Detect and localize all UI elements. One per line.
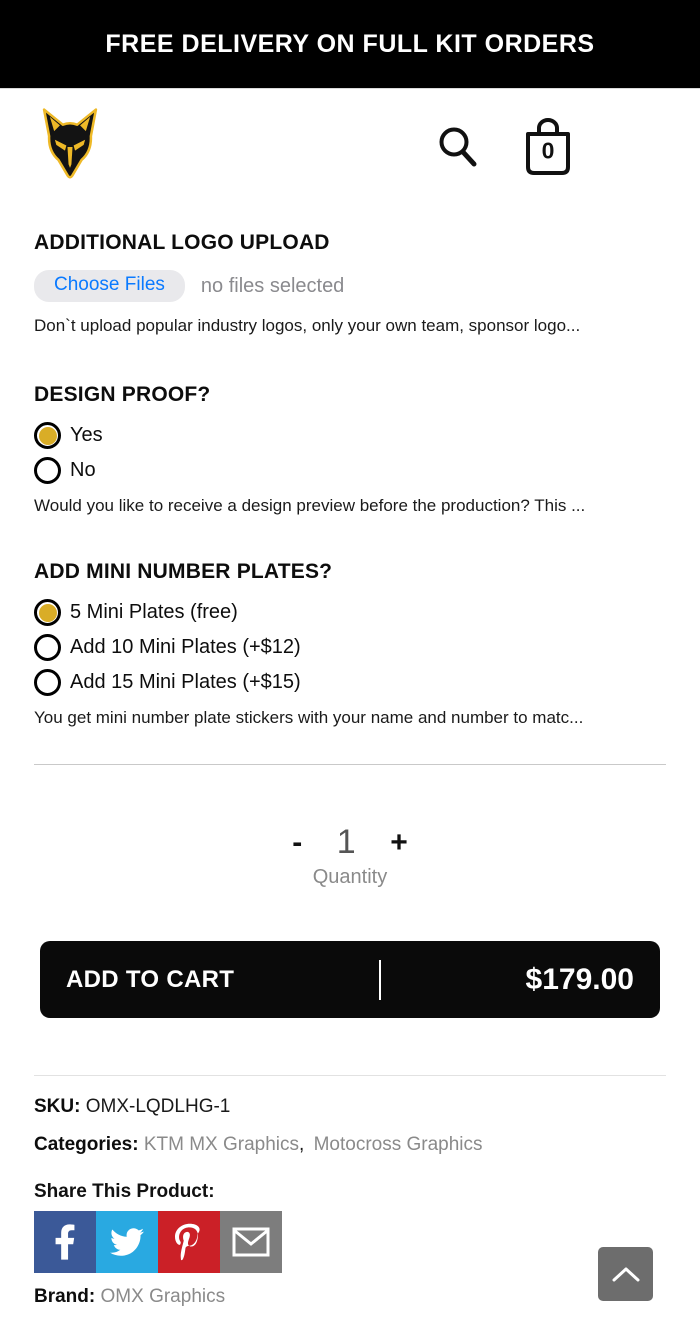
mini-plates-option-10[interactable]: Add 10 Mini Plates (+$12): [34, 634, 666, 661]
share-pinterest-button[interactable]: [158, 1211, 220, 1273]
quantity-stepper: [292, 823, 408, 862]
brand-link[interactable]: OMX Graphics: [100, 1286, 226, 1307]
quantity-block: [34, 823, 666, 889]
brand-row: [34, 1286, 666, 1308]
meta-divider: [34, 1075, 666, 1076]
menu-button[interactable]: [618, 131, 666, 164]
search-button[interactable]: [438, 126, 478, 168]
facebook-icon: [54, 1222, 76, 1262]
quantity-increase-button[interactable]: +: [390, 825, 408, 859]
category-link-motocross[interactable]: Motocross Graphics: [313, 1134, 483, 1155]
mini-plates-option-15[interactable]: Add 15 Mini Plates (+$15): [34, 669, 666, 696]
file-upload-status: no files selected: [200, 274, 345, 297]
choose-files-button[interactable]: Choose Files: [34, 270, 185, 302]
radio-15-plates[interactable]: [34, 669, 61, 696]
categories-label: Categories:: [34, 1134, 139, 1155]
sku-row: [34, 1096, 666, 1118]
cart-bag-icon: [522, 117, 574, 177]
section-divider: [34, 764, 666, 765]
header-actions: [438, 117, 666, 177]
logo-upload-help: Don`t upload popular industry logos, only your own team, sponsor logo...: [34, 316, 581, 335]
product-price: $179.00: [525, 962, 634, 996]
add-to-cart-label: ADD TO CART: [66, 965, 235, 993]
brand-label: Brand:: [34, 1286, 96, 1307]
file-upload-row: [34, 270, 666, 302]
quantity-value[interactable]: 1: [336, 823, 356, 861]
quantity-decrease-button[interactable]: -: [292, 825, 303, 859]
radio-no[interactable]: [34, 457, 61, 484]
add-to-cart-button[interactable]: [40, 941, 660, 1018]
chevron-up-icon: [611, 1265, 641, 1283]
mini-plates-option-5[interactable]: 5 Mini Plates (free): [34, 599, 666, 626]
search-icon: [438, 126, 478, 168]
category-separator: ,: [299, 1134, 305, 1155]
email-icon: [232, 1227, 270, 1257]
radio-yes[interactable]: [34, 422, 61, 449]
site-header: [0, 89, 700, 205]
design-proof-help: Would you like to receive a design preview before the production? This ...: [34, 496, 586, 515]
category-link-ktm[interactable]: KTM MX Graphics: [143, 1134, 300, 1155]
quantity-label: Quantity: [312, 866, 388, 888]
mini-plates-heading: ADD MINI NUMBER PLATES?: [34, 560, 333, 583]
design-proof-heading: DESIGN PROOF?: [34, 383, 211, 406]
categories-row: [34, 1134, 666, 1156]
sku-value: OMX-LQDLHG-1: [85, 1096, 231, 1117]
promo-banner-text: FREE DELIVERY ON FULL KIT ORDERS: [105, 29, 595, 58]
logo-upload-heading: ADDITIONAL LOGO UPLOAD: [34, 231, 330, 254]
radio-10-plates[interactable]: [34, 634, 61, 661]
button-separator: [379, 960, 381, 1000]
product-meta: [34, 1096, 666, 1308]
cart-count-badge: 0: [541, 137, 555, 164]
product-options: [0, 205, 700, 1308]
design-proof-option-yes[interactable]: Yes: [34, 422, 666, 449]
radio-5-plates[interactable]: [34, 599, 61, 626]
share-facebook-button[interactable]: [34, 1211, 96, 1273]
design-proof-option-no[interactable]: No: [34, 457, 666, 484]
brand-logo[interactable]: [34, 106, 106, 188]
mini-plates-help: You get mini number plate stickers with your name and number to matc...: [34, 708, 584, 727]
mini-plates-options: [34, 599, 666, 696]
twitter-icon: [107, 1225, 147, 1259]
design-proof-options: [34, 422, 666, 484]
share-email-button[interactable]: [220, 1211, 282, 1273]
sku-label: SKU:: [34, 1096, 81, 1117]
social-share-row: [34, 1211, 666, 1273]
wolf-head-logo-icon: [34, 106, 106, 188]
back-to-top-button[interactable]: [598, 1247, 653, 1301]
cart-button[interactable]: [522, 117, 574, 177]
pinterest-icon: [175, 1223, 203, 1261]
promo-banner: [0, 0, 700, 89]
share-twitter-button[interactable]: [96, 1211, 158, 1273]
share-label: Share This Product:: [34, 1181, 215, 1202]
